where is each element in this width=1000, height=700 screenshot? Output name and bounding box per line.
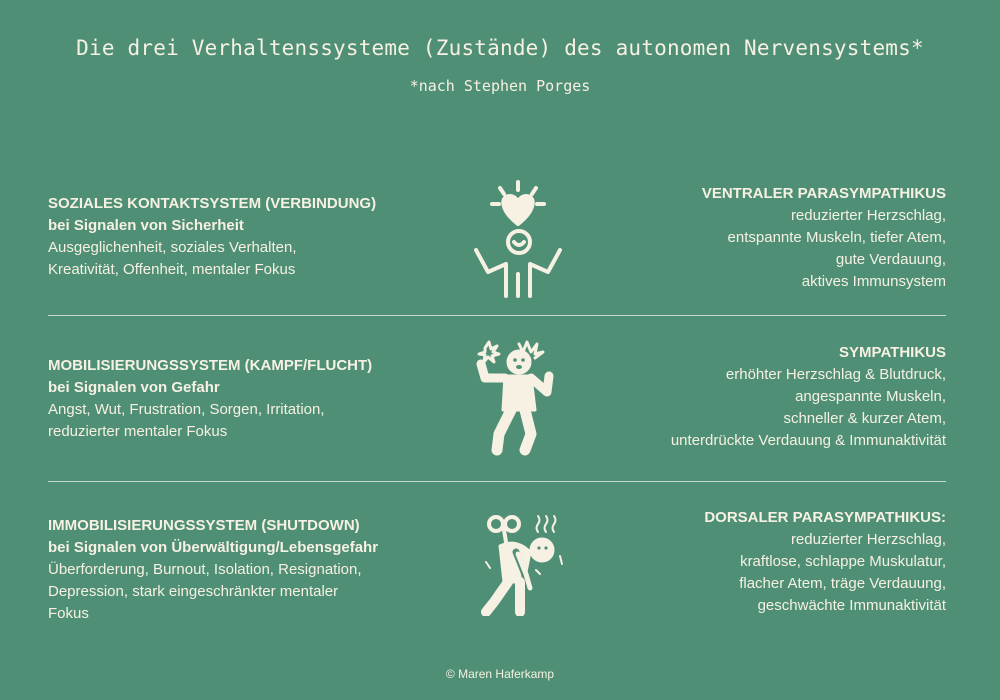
section-text-line: Fokus: [48, 605, 89, 622]
section-text-line: reduzierter mentaler Fokus: [48, 423, 228, 440]
section-mobilization-left: [48, 355, 428, 443]
section-text-line: unterdrückte Verdauung & Immunaktivität: [670, 432, 946, 449]
stressed-person-icon: [475, 338, 559, 461]
section-text-line: Kreativität, Offenheit, mentaler Fokus: [48, 261, 296, 278]
exhausted-person-icon: [476, 512, 566, 621]
section-text-line: gute Verdauung,: [835, 251, 946, 268]
page-subtitle: *nach Stephen Porges: [409, 77, 591, 95]
section-heading: DORSALER PARASYMPATHIKUS:: [704, 509, 946, 526]
section-subheading: bei Signalen von Sicherheit: [48, 217, 244, 234]
section-text-line: angespannte Muskeln,: [795, 388, 946, 405]
section-heading: VENTRALER PARASYMPATHIKUS: [701, 185, 946, 202]
section-social-left: [48, 193, 428, 281]
section-subheading: bei Signalen von Gefahr: [48, 379, 220, 396]
divider: [48, 481, 946, 482]
section-subheading: bei Signalen von Überwältigung/Lebensgefahr: [48, 539, 379, 556]
section-text-line: schneller & kurzer Atem,: [783, 410, 946, 427]
section-immobilization-left: [48, 515, 438, 625]
section-text-line: Angst, Wut, Frustration, Sorgen, Irritation,: [48, 401, 325, 418]
section-text-line: reduzierter Herzschlag,: [790, 207, 946, 224]
divider: [48, 315, 946, 316]
page-title: Die drei Verhaltenssysteme (Zustände) des autonomen Nervensystems*: [76, 36, 924, 60]
section-text-line: reduzierter Herzschlag,: [790, 531, 946, 548]
copyright-footer: © Maren Haferkamp: [445, 667, 555, 681]
section-heading: MOBILISIERUNGSSYSTEM (KAMPF/FLUCHT): [48, 357, 373, 374]
section-text-line: aktives Immunsystem: [801, 273, 946, 290]
section-text-line: Überforderung, Burnout, Isolation, Resignation,: [48, 561, 362, 578]
section-heading: SOZIALES KONTAKTSYSTEM (VERBINDUNG): [48, 195, 377, 212]
section-mobilization-right: [586, 342, 946, 452]
section-heading: SYMPATHIKUS: [839, 344, 946, 361]
section-heading: IMMOBILISIERUNGSSYSTEM (SHUTDOWN): [48, 517, 360, 534]
section-immobilization-right: [586, 507, 946, 617]
section-text-line: entspannte Muskeln, tiefer Atem,: [727, 229, 946, 246]
section-text-line: Depression, stark eingeschränkter mentaler: [48, 583, 339, 600]
section-text-line: kraftlose, schlappe Muskulatur,: [740, 553, 946, 570]
section-text-line: Ausgeglichenheit, soziales Verhalten,: [48, 239, 297, 256]
happy-person-heart-icon: [470, 178, 566, 305]
section-text-line: flacher Atem, träge Verdauung,: [739, 575, 946, 592]
section-social-right: [586, 183, 946, 293]
section-text-line: erhöhter Herzschlag & Blutdruck,: [725, 366, 946, 383]
section-text-line: geschwächte Immunaktivität: [757, 597, 946, 614]
